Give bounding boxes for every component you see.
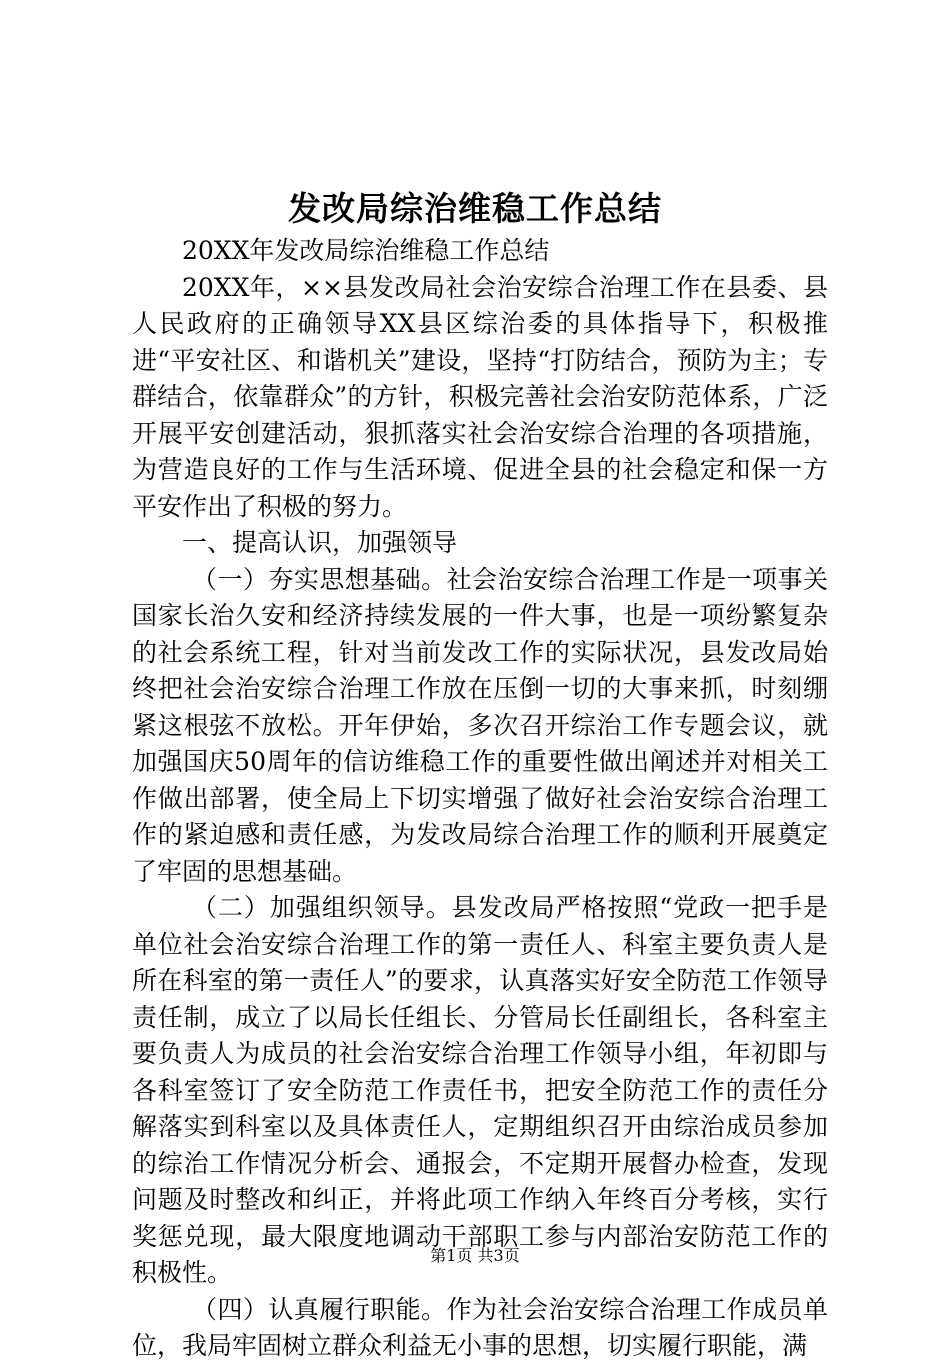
- document-body: [132, 233, 828, 1365]
- section-heading: 一、提高认识，加强领导: [182, 528, 458, 557]
- subsection-paragraph-1: （一）夯实思想基础。社会治安综合治理工作是一项事关国家长治久安和经济持续发展的一件大事，也是一项纷繁复杂的社会系统工程，针对当前发改工作的实际状况，县发改局始终把社会治安综合治理工作放在压倒一切的大事来抓，时刻绷紧这根弦不放松。开年伊始，多次召开综治工作专题会议，就加强国庆50周年的信访维稳工作的重要性做出阐述并对相关工作做出部署，使全局上下切实增强了做好社会治安综合治理工作的紧迫感和责任感，为发改局综合治理工作的顺利开展奠定了牢固的思想基础。: [132, 564, 828, 886]
- page-number-footer: 第1页 共3页: [430, 1246, 520, 1265]
- subsection-paragraph-4: （四）认真履行职能。作为社会治安综合治理工作成员单位，我局牢固树立群众利益无小事的思想，切实履行职能，满: [132, 1294, 828, 1360]
- intro-paragraph: 20XX年，××县发改局社会治安综合治理工作在县委、县人民政府的正确领导XX县区综治委的具体指导下，积极推进“平安社区、和谐机关”建设，坚持“打防结合，预防为主；专群结合，依靠群众”的方针，积极完善社会治安防范体系，广泛开展平安创建活动，狠抓落实社会治安综合治理的各项措施，为营造良好的工作与生活环境、促进全县的社会稳定和保一方平安作出了积极的努力。: [132, 272, 828, 521]
- subtitle-paragraph: 20XX年发改局综治维稳工作总结: [182, 236, 550, 265]
- document-title: 发改局综治维稳工作总结: [288, 189, 662, 228]
- subsection-paragraph-2: （二）加强组织领导。县发改局严格按照“党政一把手是单位社会治安综合治理工作的第一责任人、科室主要负责人是所在科室的第一责任人”的要求，认真落实好安全防范工作领导责任制，成立了以局长任组长、分管局长任副组长，各科室主要负责人为成员的社会治安综合治理工作领导小组，年初即与各科室签订了安全防范工作责任书，把安全防范工作的责任分解落实到科室以及具体责任人，定期组织召开由综治成员参加的综治工作情况分析会、通报会，不定期开展督办检查，发现问题及时整改和纠正，并将此项工作纳入年终百分考核，实行奖惩兑现，最大限度地调动干部职工参与内部治安防范工作的积极性。: [132, 893, 828, 1287]
